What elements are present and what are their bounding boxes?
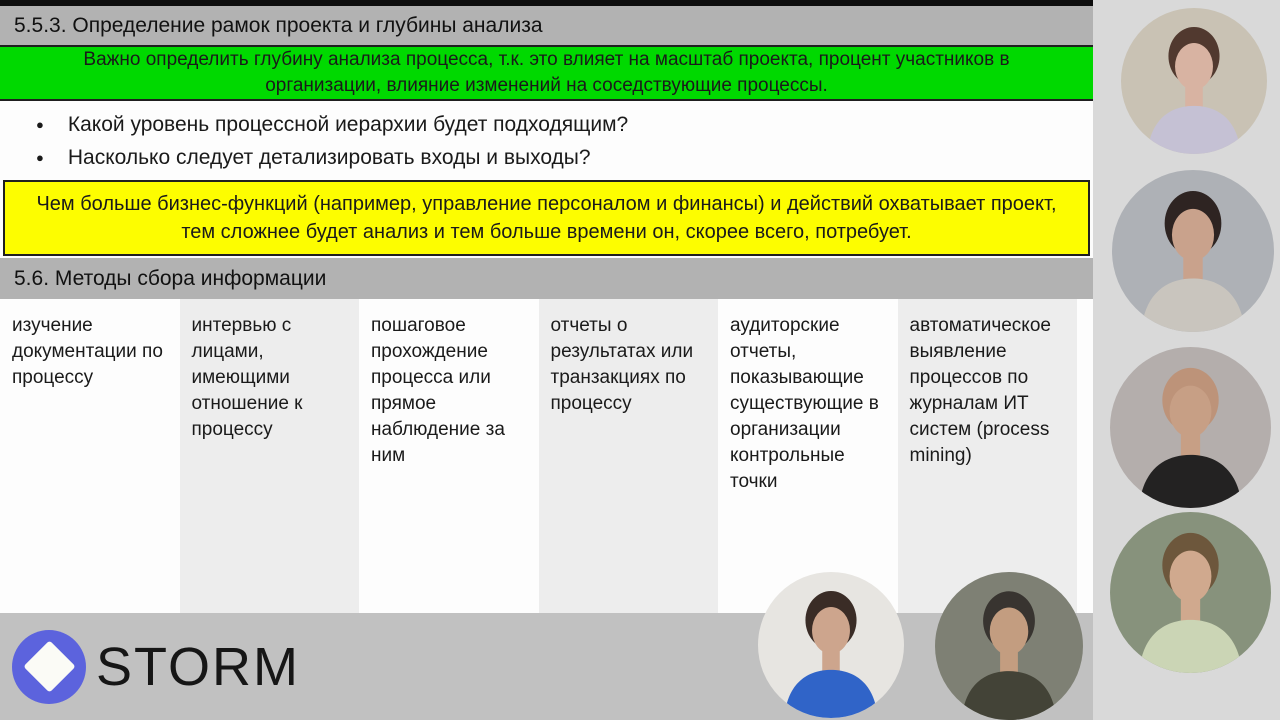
- participant-video-6[interactable]: [935, 572, 1083, 720]
- participant-video-4[interactable]: [1110, 512, 1271, 673]
- participant-video-5[interactable]: [758, 572, 904, 718]
- bullet-item: [0, 113, 1093, 137]
- person-silhouette-icon: [1110, 347, 1271, 508]
- bullet-text: Какой уровень процессной иерархии будет подходящим?: [67, 113, 629, 136]
- method-cell: аудиторские отчеты, показывающие существующие в организации контрольные точки: [718, 299, 898, 613]
- bullet-dot-icon: ●: [36, 150, 44, 165]
- bullet-text: Насколько следует детализировать входы и выходы?: [67, 146, 591, 169]
- person-silhouette-icon: [1112, 170, 1274, 332]
- person-silhouette-icon: [1110, 512, 1271, 673]
- method-cell: изучение документации по процессу: [0, 299, 180, 613]
- slide-footer: [0, 613, 1093, 720]
- yellow-highlight-note: [3, 180, 1090, 256]
- section-title-text: 5.6. Методы сбора информации: [14, 266, 327, 290]
- bullet-dot-icon: ●: [36, 117, 44, 132]
- participant-video-3[interactable]: [1110, 347, 1271, 508]
- storm-logo-text: STORM: [96, 636, 301, 697]
- person-silhouette-icon: [758, 572, 904, 718]
- bullet-list: [0, 101, 1093, 180]
- person-silhouette-icon: [935, 572, 1083, 720]
- method-cell: отчеты о результатах или транзакциях по процессу: [539, 299, 719, 613]
- storm-logo-icon: [12, 630, 86, 704]
- person-silhouette-icon: [1121, 8, 1267, 154]
- participant-video-1[interactable]: [1121, 8, 1267, 154]
- method-cell: пошаговое прохождение процесса или прямое наблюдение за ним: [359, 299, 539, 613]
- methods-grid: [0, 299, 1093, 613]
- participant-video-2[interactable]: [1112, 170, 1274, 332]
- section-title-56: [0, 258, 1093, 299]
- section-title-text: 5.5.3. Определение рамок проекта и глубины анализа: [14, 13, 543, 37]
- green-note-text: Важно определить глубину анализа процесса, т.к. это влияет на масштаб проекта, процент участников в организации, влияние изменений на соседствующие процессы.: [83, 48, 1010, 96]
- method-cell: интервью с лицами, имеющими отношение к процессу: [180, 299, 360, 613]
- yellow-note-text: Чем больше бизнес-функций (например, управление персоналом и финансы) и действий охватывает проект, тем сложнее будет анализ и тем больше времени он, скорее всего, потребует.: [36, 193, 1057, 243]
- diamond-icon: [23, 640, 75, 692]
- section-title-553: [0, 6, 1093, 45]
- method-cell: автоматическое выявление процессов по журналам ИТ систем (process mining): [898, 299, 1078, 613]
- bullet-item: [0, 146, 1093, 170]
- storm-logo: [12, 630, 300, 704]
- green-highlight-note: [0, 45, 1093, 101]
